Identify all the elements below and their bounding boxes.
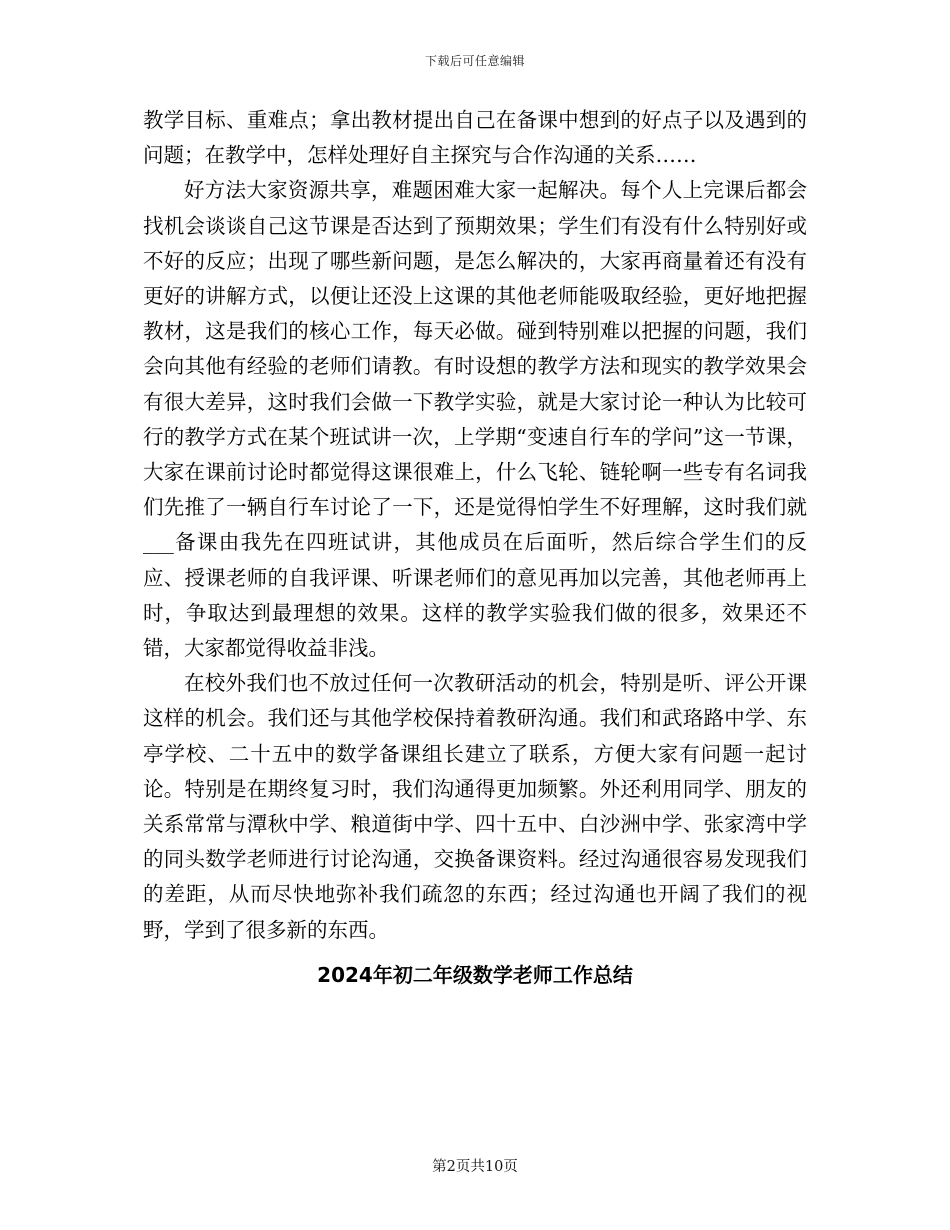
page-number: 第2页共10页	[432, 1159, 518, 1175]
section-title: 2024年初二年级数学老师工作总结	[317, 962, 633, 987]
paragraph-1: 教学目标、重难点；拿出教材提出自己在备课中想到的好点子以及遇到的问题；在教学中，怎样处理好自主探究与合作沟通的关系……	[143, 108, 807, 168]
paragraph-3: 在校外我们也不放过任何一次教研活动的机会，特别是听、评公开课这样的机会。我们还与其他学校保持着教研沟通。我们和武珞路中学、东亭学校、二十五中的数学备课组长建立了联系，方便大家有问题一起讨论。特别是在期终复习时，我们沟通得更加频繁。外还利用同学、朋友的关系常常与潭秋中学、粮道街中学、四十五中、白沙洲中学、张家湾中学的同头数学老师进行讨论沟通，交换备课资料。经过沟通很容易发现我们的差距，从而尽快地弥补我们疏忽的东西；经过沟通也开阔了我们的视野，学到了很多新的东西。	[143, 671, 807, 942]
document-body	[143, 103, 807, 990]
paragraph-2: 好方法大家资源共享，难题困难大家一起解决。每个人上完课后都会找机会谈谈自己这节课是否达到了预期效果；学生们有没有什么特别好或不好的反应；出现了哪些新问题，是怎么解决的，大家再商量着还有没有更好的讲解方式，以便让还没上这课的其他老师能吸取经验，更好地把握教材，这是我们的核心工作，每天必做。碰到特别难以把握的问题，我们会向其他有经验的老师们请教。有时设想的教学方法和现实的教学效果会有很大差异，这时我们会做一下教学实验，就是大家讨论一种认为比较可行的教学方式在某个班试讲一次，上学期“变速自行车的学问”这一节课，大家在课前讨论时都觉得这课很难上，什么飞轮、链轮啊一些专有名词我们先推了一辆自行车讨论了一下，还是觉得怕学生不好理解，这时我们就___备课由我先在四班试讲，其他成员在后面听，然后综合学生们的反应、授课老师的自我评课、听课老师们的意见再加以完善，其他老师再上时，争取达到最理想的效果。这样的教学实验我们做的很多，效果还不错，大家都觉得收益非浅。	[143, 178, 807, 661]
page-header: 下载后可任意编辑	[424, 54, 525, 68]
